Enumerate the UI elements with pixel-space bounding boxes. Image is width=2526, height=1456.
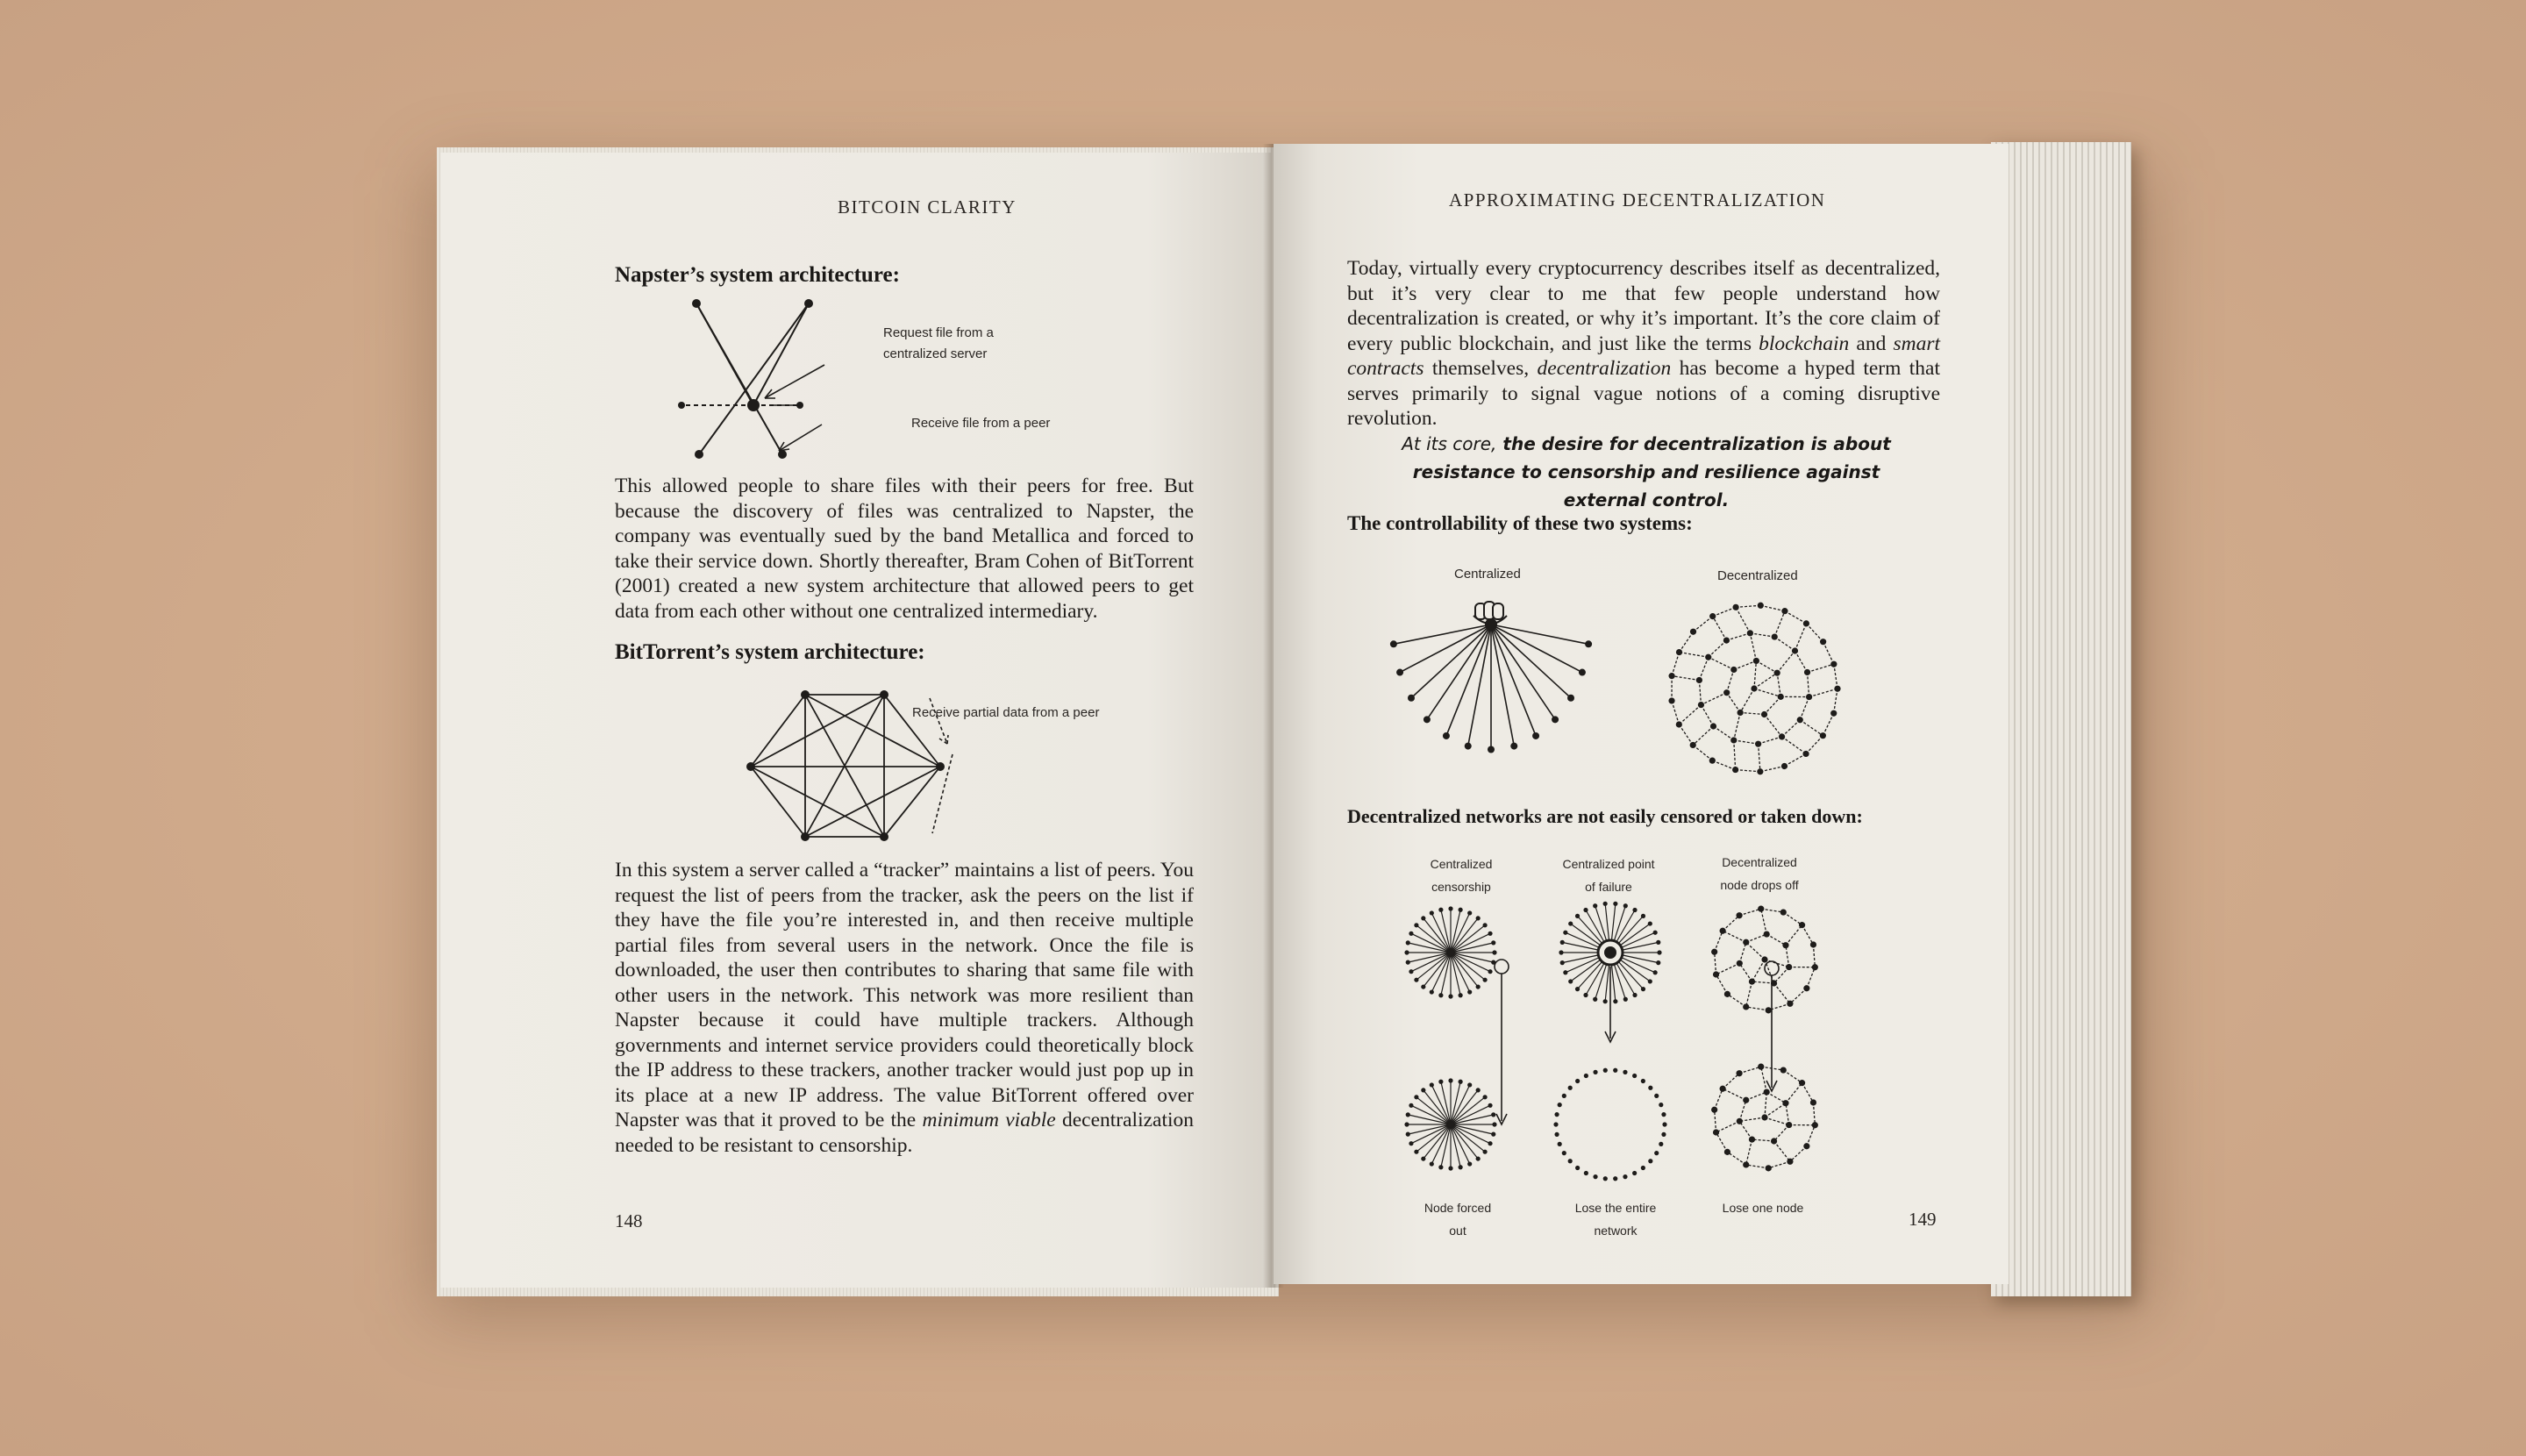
term-smart-contracts: smart contracts [1347, 332, 1941, 380]
minimum-viable-italic: minimum viable [922, 1109, 1056, 1131]
decentralized-mesh-diagram [1666, 605, 1842, 772]
page-number-left: 148 [615, 1210, 643, 1231]
pull-quote-lead: At its core, [1402, 433, 1497, 454]
term-blockchain: blockchain [1759, 332, 1850, 355]
right-paragraph-1-and: and [1856, 332, 1887, 355]
napster-receive-label: Receive file from a peer [911, 416, 1051, 431]
running-head-right: APPROXIMATING DECENTRALIZATION [1449, 189, 1826, 211]
label-centralized: Centralized [1454, 567, 1521, 582]
right-paragraph-1 [1347, 256, 1940, 432]
label-decentralized: Decentralized [1717, 568, 1798, 583]
left-paragraph-2 [615, 858, 1194, 1158]
controllability-heading: The controllability of these two systems: [1347, 512, 1693, 534]
right-paragraph-1-b: themselves, [1431, 357, 1530, 380]
page-number-right: 149 [1909, 1209, 1937, 1230]
pull-quote [1379, 430, 1914, 514]
term-decentralization: decentralization [1537, 357, 1672, 380]
napster-request-label: Request file from a centralized server [883, 325, 994, 361]
right-paragraph-1-a: Today, virtually every cryptocurrency describes itself as decentralized, but it’s very clear to me that few people understand how decentralization is created, or why it’s important. It’s the core claim of every public blockchain, and just like the terms [1347, 257, 1940, 355]
left-paragraph-2-end: decentralization needed to be resistant to censorship. [615, 1109, 1195, 1157]
censorship-heading: Decentralized networks are not easily censored or taken down: [1347, 805, 1863, 827]
bittorrent-label: Receive partial data from a peer [912, 705, 1100, 720]
left-page [440, 153, 1272, 1288]
centralized-fan-diagram [1403, 600, 1579, 758]
col3-dropoff-diagrams [1698, 907, 1830, 1179]
col2-failure-diagrams [1552, 907, 1675, 1179]
right-page-edges [1991, 142, 2131, 1296]
col3-bottom-label: Lose one node [1722, 1201, 1804, 1215]
col1-top-label: Centralized censorship [1430, 857, 1493, 894]
col2-bottom-label: Lose the entire network [1574, 1201, 1657, 1238]
col1-bottom-label: Node forced out [1424, 1201, 1492, 1238]
col1-censorship-diagrams [1405, 907, 1528, 1179]
left-paragraph-1: This allowed people to share files with their peers for free. But because the discovery of files was centralized to Napster, the company was eventually sued by the band Metallica and forced to take their service down. Shortly thereafter, Bram Cohen of BitTorrent (2001) created a new system architecture that allowed peers to get data from each other without one centralized intermediary. [615, 475, 1194, 623]
right-page [1274, 144, 2009, 1284]
running-head-left: BITCOIN CLARITY [838, 196, 1017, 218]
left-paragraph-2-text: In this system a server called a “tracker” maintains a list of peers. You request the list of peers from the tracker, ask the peers on the list if they have the file you’re interested in, and then receive multiple partial files from several users in the network. Once the file is downloaded, the user then contributes to sharing that same file with other users in the network. This network was more resilient than Napster because it could have multiple trackers. Although governments and internet service providers could theoretically block the IP address to these trackers, another tracker would just pop up in its place at a new IP address. The value BitTorrent offered over Napster was that it proved to be the [615, 859, 1194, 1131]
right-paragraph-1-c: has become a hyped term that serves primarily to signal vague notions of a coming disruptive revolution. [1347, 357, 1941, 430]
pull-quote-text: the desire for decentralization is about resistance to censorship and resilience against external control. [1412, 433, 1891, 510]
hand-icon [1474, 602, 1507, 630]
napster-heading: Napster’s system architecture: [615, 263, 900, 287]
col3-top-label: Decentralized node drops off [1720, 855, 1799, 892]
col2-top-label: Centralized point of failure [1562, 857, 1655, 894]
bittorrent-heading: BitTorrent’s system architecture: [615, 640, 925, 664]
